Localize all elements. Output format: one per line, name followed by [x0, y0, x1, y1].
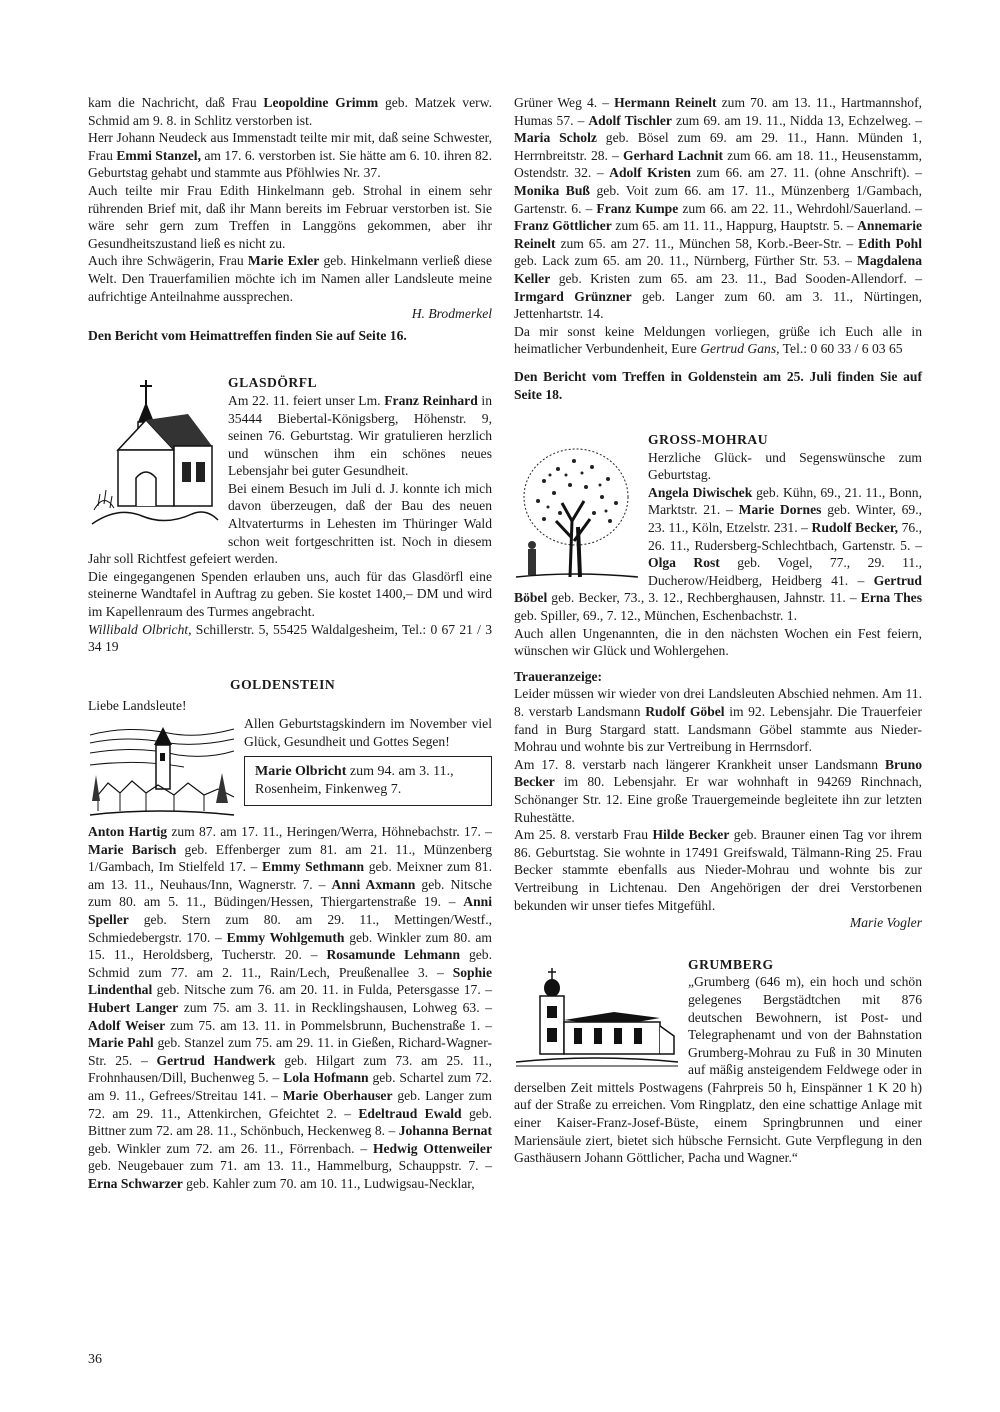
glasdoerfl-title: GLASDÖRFL: [228, 375, 318, 391]
obituary-paragraph-4: Auch ihre Schwägerin, Frau Marie Exler geb. Hinkelmann verließ diese Welt. Den Trauerfamilien möchte ich im Namen aller Landsleute meine aufrichtige Anteilnahme aussprechen.: [88, 253, 492, 304]
tree-illustration: [514, 441, 640, 579]
mourning-goebel: Leider müssen wir wieder von drei Landsleuten Abschied nehmen. Am 11. 8. verstarb Landsmann Rudolf Göbel im 92. Lebensjahr. Die Trauerfeier fand in Burg Stargard statt. Landsmann Göbel stammte aus Nieder-Mohrau und wohnte bis zur Vertreibung in Herrnsdorf.: [514, 686, 922, 755]
mourning-title: Traueranzeige:: [514, 668, 603, 684]
goldenstein-report-notice: Den Bericht vom Treffen in Goldenstein am 25. Juli finden Sie auf Seite 18.: [514, 368, 922, 402]
grumberg-section: [514, 956, 922, 1167]
goldenstein-greeting: Liebe Landsleute!: [88, 698, 187, 714]
goldenstein-title: GOLDENSTEIN: [230, 676, 336, 692]
signature-brodmerkel: H. Brodmerkel: [411, 306, 492, 322]
gross-mohrau-birthday-list: Angela Diwischek geb. Kühn, 69., 21. 11., Bonn, Marktstr. 21. – Marie Dornes geb. Winter, 69., 23. 11., Köln, Etzelstr. 231. – Rudolf Becker, 76., 26. 11., Rudersberg-Schlechtbach, Gartenstr. 5. – Olga Rost geb. Vogel, 77., 29. 11., Ducherow/Heidberg, Heidberg 41. – Gertrud Böbel geb. Becker, 73., 3. 12., Rechberghausen, Jahnstr. 11. – Erna Thes geb. Spiller, 69., 7. 12., München, Eschenbachstr. 1.: [514, 484, 923, 624]
glasdoerfl-visit: Bei einem Besuch im Juli d. J. konnte ich mich davon überzeugen, daß der Bau des neuen Altvaterturms in Lehesten im Thüringer Wald schon weit fortgeschritten ist. Noch in diesem Jahr soll Richtfest gefeiert werden.: [88, 480, 492, 567]
obituary-paragraph-3: Auch teilte mir Frau Edith Hinkelmann geb. Strohal in einem sehr rührenden Brief mit, daß ihr Mann bereits im Februar verstorben ist. Sie wäre sehr gern zum Treffen in Langgöns gekommen, aber ihr Gesundheitszustand ließ es nicht zu.: [88, 182, 492, 251]
report-notice: Den Bericht vom Heimattreffen finden Sie auf Seite 16.: [88, 327, 407, 343]
grumberg-text: „Grumberg (646 m), ein hoch und schön gelegenes Bergstädtchen mit 876 deutschen Bewohnern, ist Post- und Telegraphenamt und von der Bahnstation Grumberg-Mohrau zu Fuß in 30 Minuten auf mäßig ansteigendem Feldwege oder in derselben Zeit mittels Postwagens (Fahrpreis 50 h, Einspänner 1 K 20 h) auf der Straße zu erreichen. Vom Ringplatz, den eine schattige Anlage mit einer Kaiser-Franz-Josef-Büste, einem Springbrunnen und einer Mariensäule ziert, bietet sich hübsche Fernsicht. Gute Verpflegung in den Gasthäusern Johann Göttlicher, Pacha und Wagner.“: [514, 974, 922, 1166]
closing-greeting: Da mir sonst keine Meldungen vorliegen, grüße ich Euch alle in heimatlicher Verbundenheit, Eure Gertrud Gans, Tel.: 0 60 33 / 6 03 65: [514, 323, 922, 357]
glasdoerfl-section: [88, 374, 492, 656]
tree-icon: [514, 441, 640, 579]
mourning-bruno-becker: Am 17. 8. verstarb nach längerer Krankheit unser Landsmann Bruno Becker im 80. Lebensjahr. Er war wohnhaft in 94269 Rinchnach, Schönanger Str. 12. Eine große Trauergemeinde begleitete ihn zur letzten Ruhestätte.: [514, 756, 922, 825]
chapel-icon: [88, 374, 220, 530]
right-column: [514, 94, 922, 1167]
signature-vogler: Marie Vogler: [849, 915, 922, 931]
gross-mohrau-section: [514, 431, 922, 932]
gross-mohrau-title: GROSS-MOHRAU: [648, 432, 769, 448]
left-column: [88, 94, 492, 1192]
goldenstein-birthday-list: Anton Hartig zum 87. am 17. 11., Heringen/Werra, Höhnebachstr. 17. – Marie Barisch geb. Effenberger zum 81. am 21. 11., Münzenberg 1/Gambach, Im Stielfeld 17. – Emmy Sethmann geb. Meixner zum 81. am 13. 11., Neuhaus/Inn, Wagnerstr. 7. – Anni Axmann geb. Nitsche zum 80. am 5. 11., Büdingen/Hessen, Thiergartenstraße 19. – Anni Speller geb. Stern zum 80. am 29. 11., Mettingen/Westf., Schmiedebergstr. 170. – Emmy Wohlgemuth geb. Winkler zum 80. am 15. 11., Heroldsberg, Tucherstr. 20. – Rosamunde Lehmann geb. Schmid zum 77. am 2. 11., Rain/Lech, Preußenallee 3. – Sophie Lindenthal geb. Nitsche zum 76. am 20. 11. in Fulda, Petersgasse 17. – Hubert Langer zum 75. am 3. 11. in Recklingshausen, Lohweg 63. – Adolf Weiser zum 75. am 13. 11. in Pommelsbrunn, Buchenstraße 1. – Marie Pahl geb. Stanzel zum 75. am 29. 11. in Gießen, Richard-Wagner-Str. 25. – Gertrud Handwerk geb. Hilgart zum 73. am 25. 11., Frohnhausen/Dill, Buchenweg 5. – Lola Hofmann geb. Schartel zum 72. am 9. 11., Gefrees/Streitau 141. – Marie Oberhauser geb. Langer zum 72. am 29. 11., Attenkirchen, Gfeichtet 2. – Edeltraud Ewald geb. Bittner zum 72. am 28. 11., Schönbuch, Heckenweg 8. – Johanna Bernat geb. Winkler zum 72. am 26. 11., Förrenbach. – Hedwig Ottenweiler geb. Neugebauer zum 71. am 13. 11., Hammelburg, Schauppstr. 7. – Erna Schwarzer geb. Kahler zum 70. am 10. 11., Ludwigsau-Necklar,: [88, 824, 493, 1191]
goldenstein-list-continued: Grüner Weg 4. – Hermann Reinelt zum 70. am 13. 11., Hartmannshof, Humas 57. – Adolf Tischler zum 69. am 19. 11., Nidda 13, Echzelweg. – Maria Scholz geb. Bösel zum 69. am 29. 11., Hann. Münden 1, Herrnbreitstr. 28. – Gerhard Lachnit zum 66. am 18. 11., Heusenstamm, Ostendstr. 32. – Adolf Kristen zum 66. am 27. 11. (ohne Anschrift). – Monika Buß geb. Voit zum 66. am 17. 11., Münzenberg 1/Gambach, Gartenstr. 6. – Franz Kumpe zum 66. am 22. 11., Wehrdohl/Sauerland. – Franz Göttlicher zum 65. am 11. 11., Happurg, Hauptstr. 5. – Annemarie Reinelt zum 65. am 27. 11., München 58, Korb.-Beer-Str. – Edith Pohl geb. Lack zum 65. am 20. 11., Nürnberg, Fürther Str. 53. – Magdalena Keller geb. Kristen zum 65. am 23. 11., Bad Sooden-Allendorf. – Irmgard Grünzner geb. Langer zum 60. am 3. 11., Nürtingen, Jettenhartstr. 14.: [514, 95, 923, 322]
chapel-illustration: [88, 374, 220, 530]
page-number: 36: [88, 1352, 102, 1367]
gross-mohrau-unnamed-wishes: Auch allen Ungenannten, die in den nächsten Wochen ein Fest feiern, wünschen wir Glück und Wohlergehen.: [514, 625, 922, 659]
town-sketch-icon: [88, 715, 236, 819]
obituary-paragraph-2: Herr Johann Neudeck aus Immenstadt teilte mir mit, daß seine Schwester, Frau Emmi Stanzel, am 17. 6. verstorben ist. Sie hätte am 6. 10. ihren 82. Geburtstag gehabt und stammte aus Pföhlwies Nr. 37.: [88, 130, 493, 181]
church-icon: [514, 966, 680, 1070]
glasdoerfl-donations: Die eingegangenen Spenden erlauben uns, auch für das Glasdörfl eine steinerne Wandtafel in Auftrag zu geben. Sie kostet 1400,– DM und wird im Kapellenraum des Turmes angebracht.: [88, 568, 492, 620]
obituary-paragraph-1: kam die Nachricht, daß Frau Leopoldine Grimm geb. Matzek verw. Schmid am 9. 8. in Schlitz verstorben ist.: [88, 95, 492, 128]
glasdoerfl-contact: Willibald Olbricht, Schillerstr. 5, 55425 Waldalgesheim, Tel.: 0 67 21 / 3 34 19: [88, 621, 492, 655]
glasdoerfl-birthday: Am 22. 11. feiert unser Lm. Franz Reinhard in 35444 Biebertal-Königsberg, Höhenstr. 9, seinen 76. Geburtstag. Wir gratulieren herzlich und wünschen ihm ein schönes neues Lebensjahr bei guter Gesundheit.: [228, 392, 492, 479]
grumberg-title: GRUMBERG: [688, 956, 774, 972]
church-illustration: [514, 966, 680, 1070]
town-illustration: [88, 715, 236, 819]
gross-mohrau-intro: Herzliche Glück- und Segenswünsche zum Geburtstag.: [648, 449, 922, 483]
goldenstein-section: [88, 676, 492, 1193]
highlighted-birthday-box: Marie Olbricht zum 94. am 3. 11., Rosenheim, Finkenweg 7.: [244, 756, 492, 806]
goldenstein-wishes: Allen Geburtstagskindern im November viel Glück, Gesundheit und Gottes Segen!: [244, 716, 492, 749]
mourning-hilde-becker: Am 25. 8. verstarb Frau Hilde Becker geb. Brauner einen Tag vor ihrem 86. Geburtstag. Sie wohnte in 17491 Greifswald, Tälmann-Ring 25. Frau Becker stammte ebenfalls aus Nieder-Mohrau und wohnte bis zur Vertreibung in Lichtenau. Den Angehörigen der drei Verstorbenen bekunden wir unser tiefes Mitgefühl.: [514, 827, 922, 913]
